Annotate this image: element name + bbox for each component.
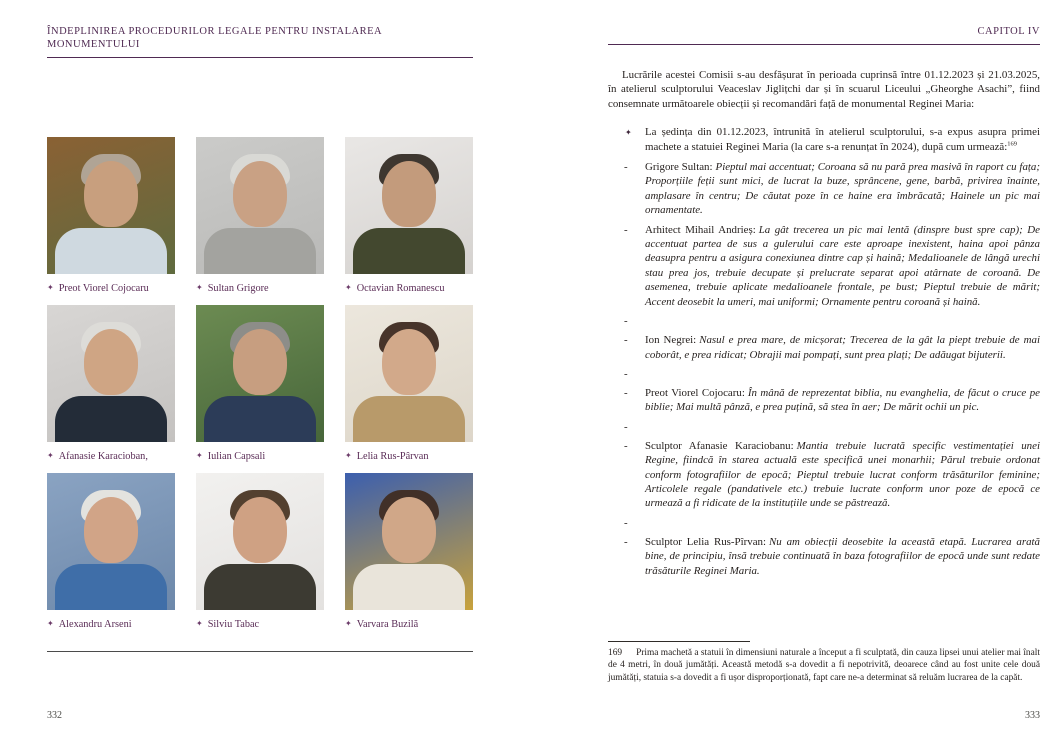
remark-comment: Nasul e prea mare, de micșorat; Trecerea de la gât la piept trebuie de mai coborât, e prea ridicat; Obrajii mai pompați, sunt prea plați; De adăugat bijuterii. [645,334,1040,361]
member-card [196,137,324,295]
dash-bullet: - [624,420,628,433]
chapter-running-head: CAPITOL IV [608,25,1040,45]
remark-item-empty [608,367,1040,381]
remark-speaker: Arhitect Mihail Andrieș: [645,223,756,236]
portrait-hair-shape [379,490,439,522]
member-name: Varvara Buzilă [356,619,419,630]
diamond-bullet-icon: ✦ [47,283,54,292]
left-page [47,25,473,652]
member-caption [47,449,175,463]
session-note-text: La ședința din 01.12.2023, întrunită în atelierul sculptorului, s-a expus asupra primei machete a statuiei Reginei Maria (la care s-a renunțat în 2024), după cum urmează: [645,126,1040,153]
member-caption [196,449,324,463]
diamond-bullet-icon: ✦ [345,451,352,460]
footnote [608,641,1040,684]
remark-comment: În mână de reprezentat biblia, nu evanghelia, de făcut o cruce pe biblie; Mai multă pânză, e prea puțină, să stea în aer; De mărit ochii un pic. [645,386,1040,414]
member-name: Afanasie Karacioban, [58,451,148,462]
member-card [345,473,473,631]
remark-item [608,223,1040,309]
member-caption [345,449,473,463]
member-name: Alexandru Arseni [58,619,132,630]
portrait-hair-shape [81,490,141,522]
remark-comment: Mantia trebuie lucrată specific vestimentației unei Regine, fiindcă în starea actuală este specifică unei monarhii; Părul trebuie ordonat conform fotografiilor de epocă; Pieptul trebuie lucrat conform trăsăturilor feminine; Articolele regale (pandativele etc.) trebuie lucrate conform unor poze de epocă ce urmează a fi ridicate de la instituțiile unde se păstrează. [645,439,1040,510]
member-photo [196,473,324,610]
section-divider [47,651,473,652]
diamond-bullet-icon: ✦ [196,283,203,292]
member-name: Lelia Rus-Pârvan [356,451,429,462]
dash-bullet: - [624,161,628,174]
left-running-head: ÎNDEPLINIREA PROCEDURILOR LEGALE PENTRU INSTALAREA MONUMENTULUI [47,25,473,58]
member-name: Iulian Capsali [207,451,266,462]
remark-speaker: Grigore Sultan: [645,161,713,174]
intro-paragraph: Lucrările acestei Comisii s-au desfășurat în perioada cuprinsă între 01.12.2023 și 21.03.2025, în atelierul sculptorului Veaceslav Jiglițchi dar și în scuarul Liceului „Gheorghe Asachi”, fiind consemnate următoarele obiecții și recomandări față de monumental Reginei Maria: [608,69,1040,110]
dash-bullet: - [624,516,628,529]
remark-speaker: Sculptor Afanasie Karaciobanu: [645,439,794,452]
remark-comment: Nu am obiecții deosebite la această etapă. Lucrarea arată bine, de principiu, însă trebuie continuată în baza fotografiilor de epocă unde sunt redate trăsăturile Reginei Maria. [645,535,1040,577]
remark-speaker: Ion Negrei: [645,334,697,347]
member-caption [47,281,175,295]
member-card [196,473,324,631]
dash-bullet: - [624,223,628,236]
diamond-bullet-icon: ✦ [345,283,352,292]
dash-bullet: - [624,439,628,452]
member-photo [47,137,175,274]
session-note [608,125,1040,154]
member-photo [345,473,473,610]
chapter-body [608,68,1040,578]
dash-bullet: - [624,315,628,328]
portrait-hair-shape [379,322,439,354]
remark-item [608,386,1040,415]
remark-speaker: Preot Viorel Cojocaru: [645,386,745,399]
remark-item-empty [608,314,1040,328]
remark-speaker: Sculptor Lelia Rus-Pîrvan: [645,535,767,548]
remark-item [608,333,1040,362]
member-card [47,305,175,463]
dash-bullet: - [624,334,628,347]
member-photo-grid [47,137,473,631]
member-name: Octavian Romanescu [356,283,445,294]
member-caption [196,281,324,295]
remark-item-empty [608,516,1040,530]
right-page-number: 333 [1025,710,1040,721]
portrait-hair-shape [230,154,290,186]
member-card [345,137,473,295]
diamond-bullet-icon: ✦ [345,619,352,628]
member-card [47,137,175,295]
portrait-hair-shape [81,154,141,186]
member-photo [196,137,324,274]
portrait-hair-shape [230,490,290,522]
dash-bullet: - [624,386,628,399]
remark-item [608,439,1040,511]
member-caption [196,617,324,631]
portrait-hair-shape [81,322,141,354]
footnote-reference: 169 [1007,140,1018,147]
diamond-bullet-icon: ✦ [625,128,632,138]
portrait-hair-shape [379,154,439,186]
remark-comment: La gât trecerea un pic mai lentă (dinspre bust spre cap); De accentuat partea de sus a gulerului care este aproape inexistent, haina apoi pânza deasupra pentru a asigura conexiunea dintre cap și haină; Medalioanele de lângă urechi stau prea jos, trebuie decupate și prelucrate separat apoi atârnate de coroană. De asemenea, trebuie aplicate medalioanele frontale, pe bust; Pieptul trebuie de mărit; Accent deosebit la umeri, mai uniformi; Ornamente pentru coroană și haină. [645,223,1040,308]
footnote-rule [608,641,750,642]
member-name: Silviu Tabac [207,619,260,630]
member-photo [47,473,175,610]
member-photo [196,305,324,442]
member-card [47,473,175,631]
diamond-bullet-icon: ✦ [196,619,203,628]
diamond-bullet-icon: ✦ [196,451,203,460]
portrait-hair-shape [230,322,290,354]
member-card [345,305,473,463]
dash-bullet: - [624,535,628,548]
right-page [608,25,1040,583]
member-card [196,305,324,463]
footnote-number: 169 [608,648,623,658]
member-photo [345,305,473,442]
footnote-text: Prima machetă a statuii în dimensiuni naturale a început a fi sculptată, din cauza lipsei unui atelier mai înalt de 4 metri, în două jumătăți. Această metodă s-a dovedit a fi nepotrivită, deoarece când au fost unite cele două jumătăți, statuia s-a dovedit a fi ușor disproporționată, fapt care ne-a determinat să reluăm lucrarea de la capăt. [608,648,1040,683]
remark-item-empty [608,420,1040,434]
diamond-bullet-icon: ✦ [47,619,54,628]
dash-bullet: - [624,367,628,380]
remark-item [608,160,1040,218]
member-caption [345,281,473,295]
member-photo [345,137,473,274]
member-photo [47,305,175,442]
remark-comment: Pieptul mai accentuat; Coroana să nu pară prea masivă în raport cu fața; Proporțiile feții sunt mici, de lucrat la buze, sprâncene, gene, barbă, privirea înainte, amplasare în centru; De căutat poze în ce haine era îmbrăcată; Hainele un pic mai ornamentate. [645,161,1041,217]
remark-item [608,535,1040,578]
diamond-bullet-icon: ✦ [47,451,54,460]
member-caption [47,617,175,631]
member-caption [345,617,473,631]
member-name: Preot Viorel Cojocaru [58,283,149,294]
member-name: Sultan Grigore [207,283,269,294]
left-page-number: 332 [47,710,62,721]
